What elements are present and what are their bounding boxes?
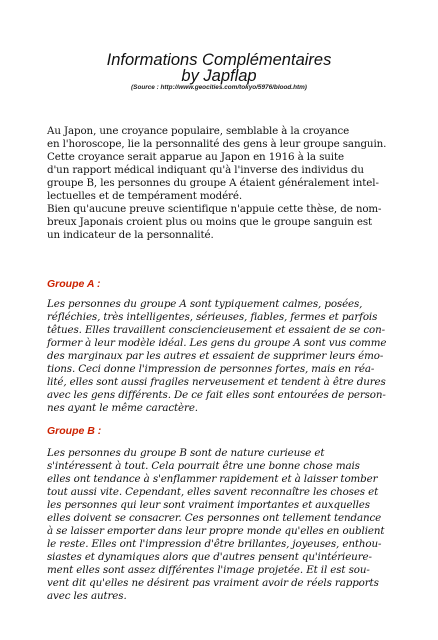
groupe-b-line: à se laisser emporter dans leur propre monde qu'elles en oublient	[47, 525, 385, 537]
document-title: Informations Complémentaires	[106, 51, 332, 69]
groupe-b-line: les personnes qui leur sont vraiment importantes et auxquelles	[47, 499, 370, 511]
groupe-a-line: nes ayant le même caractère.	[47, 402, 198, 414]
groupe-b-line: elles ont tendance à s'enflammer rapidement et à laisser tomber	[47, 473, 378, 485]
groupe-b-line: elles doivent se consacrer. Ces personnes ont tellement tendance	[47, 512, 382, 524]
groupe-a-heading: Groupe A :	[47, 278, 101, 290]
groupe-a-line: des marginaux par les autres et essaient de supprimer leurs émo-	[47, 350, 384, 362]
groupe-b-line: vent dit qu'elles ne désirent pas vraiment avoir de réels rapports	[47, 577, 379, 589]
groupe-b-heading: Groupe B :	[47, 425, 102, 437]
groupe-a-line: lité, elles sont aussi fragiles nerveusement et tendent à être dures	[47, 376, 386, 388]
groupe-b-line: tout aussi vite. Cependant, elles savent reconnaître les choses et	[47, 486, 379, 498]
source-citation: (Source : http://www.geocities.com/tokyo/5976/blood.htm)	[131, 84, 307, 91]
document-author: by Japflap	[181, 67, 257, 85]
intro-line: un indicateur de la personnalité.	[47, 229, 214, 241]
groupe-b-line: le reste. Elles ont l'impression d'être brillantes, joyeuses, enthou-	[47, 538, 382, 550]
intro-line: Au Japon, une croyance populaire, semblable à la croyance	[47, 125, 350, 137]
intro-line: Bien qu'aucune preuve scientifique n'appuie cette thèse, de nom-	[47, 203, 382, 215]
groupe-b-line: s'intéressent à tout. Cela pourrait être une bonne chose mais	[47, 460, 360, 472]
groupe-b-line: ment elles sont assez différentes l'image projetée. Et il est sou-	[47, 564, 370, 576]
intro-line: groupe B, les personnes du groupe A étaient généralement intel-	[47, 177, 379, 189]
groupe-a-line: réfléchies, très intelligentes, sérieuses, fiables, fermes et parfois	[47, 311, 378, 323]
intro-line: Cette croyance serait apparue au Japon en 1916 à la suite	[47, 151, 344, 163]
groupe-b-line: Les personnes du groupe B sont de nature curieuse et	[47, 447, 325, 459]
groupe-b-line: siastes et dynamiques alors que d'autres pensent qu'intérieure-	[47, 551, 372, 563]
groupe-a-line: tions. Ceci donne l'impression de personnes fortes, mais en réa-	[47, 363, 375, 375]
groupe-b-line: avec les autres.	[47, 590, 127, 602]
groupe-a-line: former à leur modèle idéal. Les gens du groupe A sont vus comme	[47, 337, 387, 349]
intro-line: en l'horoscope, lie la personnalité des gens à leur groupe sanguin.	[47, 138, 387, 150]
intro-line: breux Japonais croient plus ou moins que le groupe sanguin est	[47, 216, 373, 228]
intro-line: lectuelles et de tempérament modéré.	[47, 190, 242, 202]
intro-line: d'un rapport médical indiquant qu'à l'inverse des individus du	[47, 164, 364, 176]
groupe-a-line: avec les gens différents. De ce fait elles sont entourées de person-	[47, 389, 386, 401]
groupe-a-line: Les personnes du groupe A sont typiquement calmes, posées,	[47, 298, 363, 310]
groupe-a-line: têtues. Elles travaillent consciencieusement et essaient de se con-	[47, 324, 385, 336]
